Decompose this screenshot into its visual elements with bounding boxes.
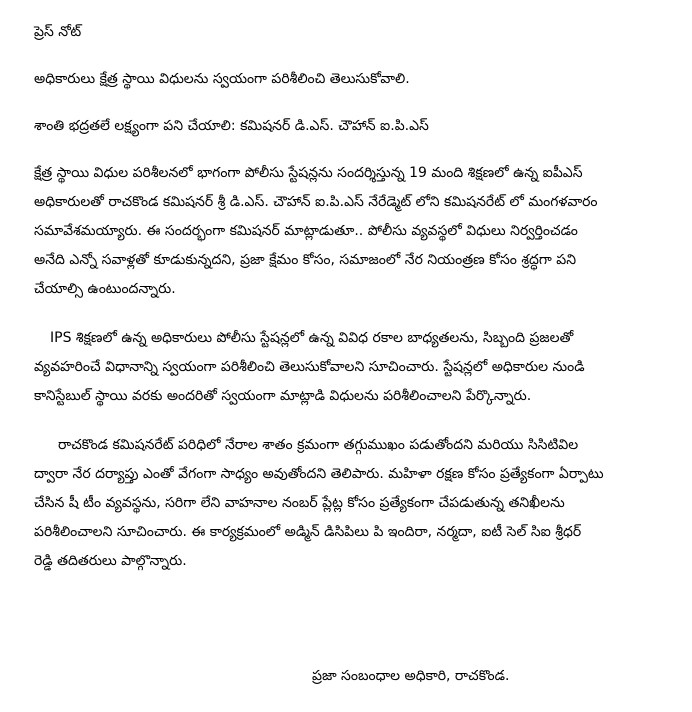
paragraph-line: కానిస్టేబుల్ స్థాయి వరకు అందరితో స్వయంగా మాట్లాడి విధులను పరిశీలించాలని పేర్కొన్నారు. [34,388,532,404]
subtitle-line-2: శాంతి భద్రతలే లక్ష్యంగా పని చేయాలి: కమిషనర్ డి.ఎస్. చౌహాన్ ఐ.పి.ఎస్ [34,118,429,134]
spacer [34,304,674,324]
paragraph-line: అధికారులతో రాచకొండ కమిషనర్ శ్రీ డి.ఎస్. చౌహాన్ ఐ.పి.ఎస్ నేరేడ్మెట్ లోని కమిషనరేట్ లో మంగళవారం [34,194,598,210]
subtitle-line-1: అధికారులు క్షేత్ర స్థాయి విధులను స్వయంగా పరిశీలించి తెలుసుకోవాలి. [34,71,410,87]
spacer [34,141,674,159]
paragraph-3 [34,431,674,576]
paragraph-line: పరిశీలించాలని సూచించారు. ఈ కార్యక్రమంలో అడ్మిన్ డిసిపిలు పి ఇందిరా, నర్మదా, ఐటీ సెల్ సిఐ శ్రీధర్ [34,524,582,540]
paragraph-line: రెడ్డి తదితరులు పాల్గొన్నారు. [34,553,187,569]
paragraph-2 [34,324,674,411]
spacer [34,411,674,431]
paragraph-line: అనేది ఎన్నో సవాళ్లతో కూడుకున్నదని, ప్రజా క్షేమం కోసం, సమాజంలో నేర నియంత్రణ కోసం శ్రద్ధగా పని [34,252,577,268]
paragraph-line: చేసిన షీ టీం వ్యవస్థను, సరిగా లేని వాహనాల నంబర్ ప్లేట్ల కోసం ప్రత్యేకంగా చేపడుతున్న తనిఖీలను [34,495,565,511]
spacer [34,94,674,112]
paragraph-1 [34,159,674,304]
paragraph-line: చేయాల్సి ఉంటుందన్నారు. [34,281,176,297]
paragraph-line: సమావేశమయ్యారు. ఈ సందర్భంగా కమిషనర్ మాట్లాడుతూ.. పోలీసు వ్యవస్థలో విధులు నిర్వర్తించడం [34,223,578,239]
paragraph-line: ద్వారా నేర దర్యాప్తు ఎంతో వేగంగా సాధ్యం అవుతోందని తెలిపారు. మహిళా రక్షణ కోసం ప్రత్యేకంగా ఏర్పాటు [34,466,604,482]
press-note-document [34,18,674,576]
signature-line: ప్రజా సంబంధాల అధికారి, రాచకొండ. [312,668,510,684]
paragraph-line: వ్యవహరించే విధానాన్ని స్వయంగా పరిశీలించి తెలుసుకోవాలని సూచించారు. స్టేషన్లలో అధికారుల నుండి [34,359,585,375]
document-heading: ప్రెస్ నోట్ [34,24,82,40]
paragraph-line: రాచకొండ కమిషనరేట్ పరిధిలో నేరాల శాతం క్రమంగా తగ్గుముఖం పడుతోందని మరియు సిసిటివిల [58,437,579,453]
paragraph-line: IPS శిక్షణలో ఉన్న అధికారులు పోలీసు స్టేషన్లలో ఉన్న వివిధ రకాల బాధ్యతలను, సిబ్బంది ప్రజలతో [50,330,574,346]
spacer [34,47,674,65]
paragraph-line: క్షేత్ర స్థాయి విధుల పరిశీలనలో భాగంగా పోలీసు స్టేషన్లను సందర్శిస్తున్న 19 మంది శిక్షణలో ఉన్న ఐపీఎస్ [34,165,583,181]
